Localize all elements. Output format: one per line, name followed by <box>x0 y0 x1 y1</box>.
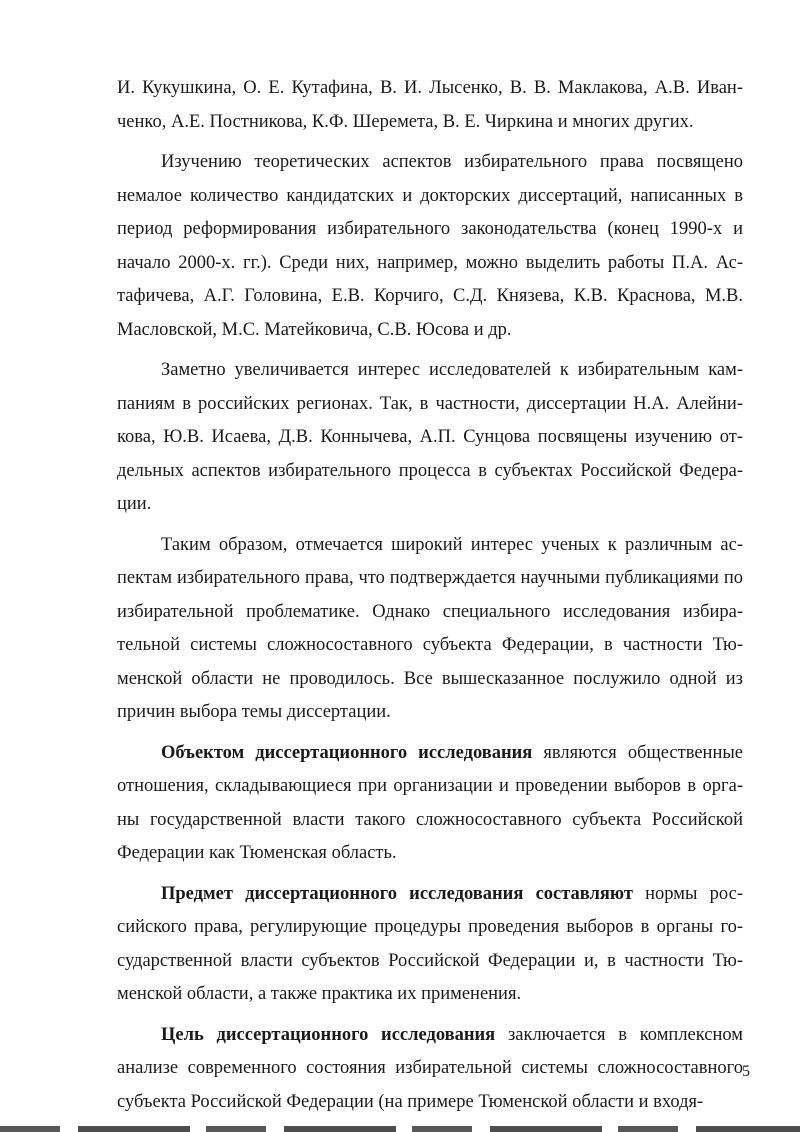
goal-heading: Цель диссертационного исследования <box>161 1024 496 1045</box>
body-text <box>117 72 743 1126</box>
paragraph-1-text: И. Кукушкина, О. Е. Кутафина, В. И. Лысенко, В. В. Маклакова, А.В. Иванченко, А.Е. Постникова, К.Ф. Шеремета, В. Е. Чиркина и многих других. <box>117 78 743 132</box>
object-text: являются общественные отношения, складывающиеся при организации и проведении выборов в органы государственной власти такого сложносоставного субъекта Российской Федерации как Тюменская область. <box>117 742 743 863</box>
object-heading: Объектом диссертационного исследования <box>161 742 533 763</box>
paragraph-subject <box>117 878 743 1012</box>
paragraph-3 <box>117 354 743 522</box>
paragraph-4-text: Таким образом, отмечается широкий интерес ученых к различным аспектам избирательного права, что подтверждается научными публикациями по избирательной проблематике. Однако специального исследования избирательной системы сложносоставного субъекта Федерации, в частности Тюменской области не проводилось. Все вышесказанное послужило одной из причин выбора темы диссертации. <box>117 534 743 722</box>
page-number: 5 <box>742 1063 750 1080</box>
paragraph-goal <box>117 1019 743 1120</box>
subject-text: нормы российского права, регулирующие процедуры проведения выборов в органы государственной власти субъектов Российской Федерации и, в частности Тюменской области, а также практика их применения. <box>117 883 743 1004</box>
scan-edge-divider <box>0 1126 800 1132</box>
paragraph-1 <box>117 72 743 139</box>
subject-heading: Предмет диссертационного исследования составляют <box>161 883 633 904</box>
paragraph-3-text: Заметно увеличивается интерес исследователей к избирательным кампаниям в российских регионах. Так, в частности, диссертации Н.А. Алейникова, Ю.В. Исаева, Д.В. Коннычева, А.П. Сунцова посвящены изучению отдельных аспектов избирательного процесса в субъектах Российской Федерации. <box>117 360 743 514</box>
goal-text: заключается в комплексном анализе современного состояния избирательной системы сложносоставного субъекта Российской Федерации (на примере Тюменской области и входя- <box>117 1024 744 1112</box>
paragraph-2-text: Изучению теоретических аспектов избирательного права посвящено немалое количество кандидатских и докторских диссертаций, написанных в период реформирования избирательного законодательства (конец 1990-х и начало 2000-х. гг.). Среди них, например, можно выделить работы П.А. Астафичева, А.Г. Головина, Е.В. Корчиго, С.Д. Князева, К.В. Краснова, М.В. Масловской, М.С. Матейковича, С.В. Юсова и др. <box>117 152 743 340</box>
paragraph-4 <box>117 529 743 730</box>
paragraph-object <box>117 737 743 871</box>
paragraph-2 <box>117 146 743 347</box>
